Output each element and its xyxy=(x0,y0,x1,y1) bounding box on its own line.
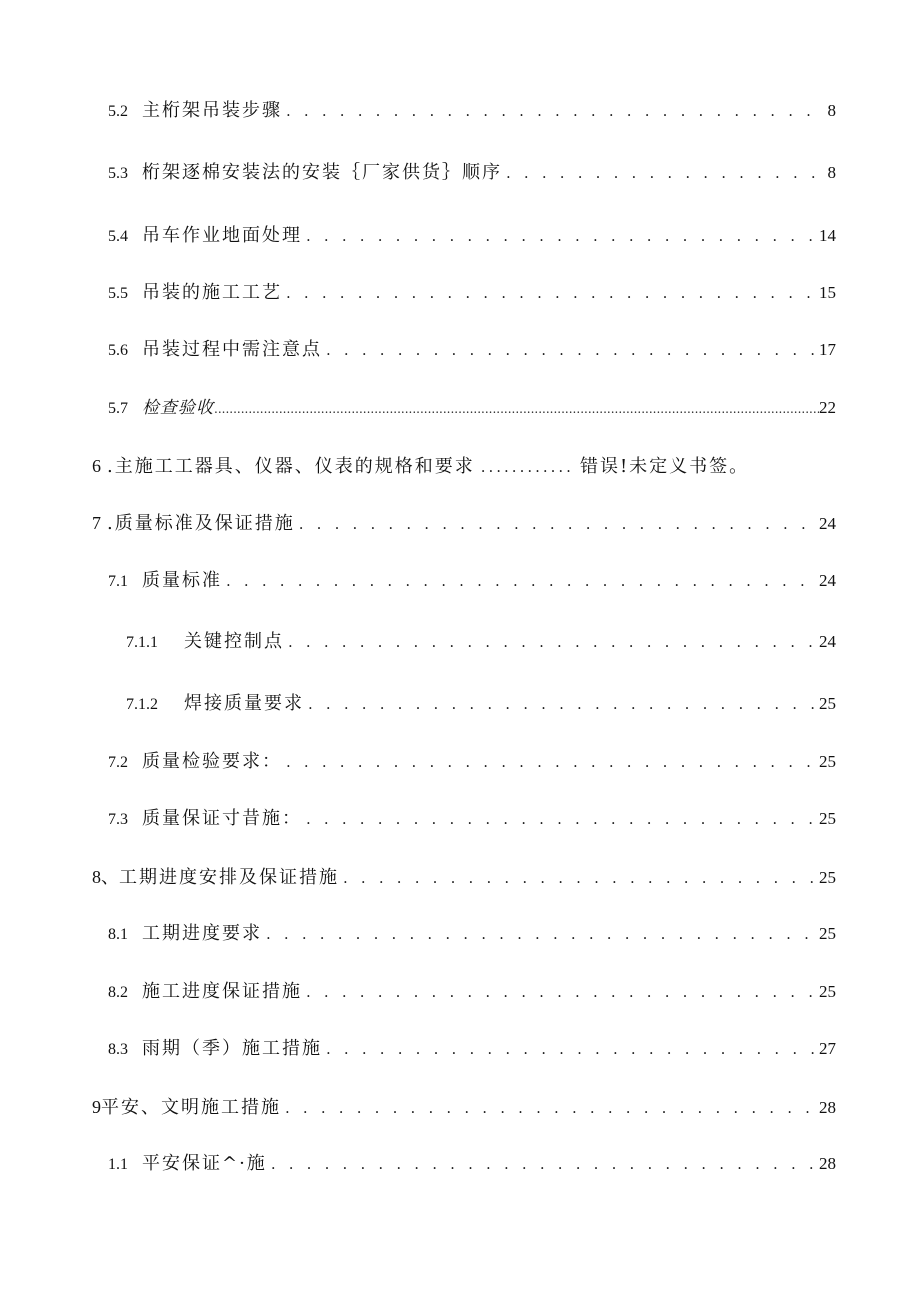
toc-leader xyxy=(285,1094,815,1122)
toc-leader xyxy=(481,453,574,481)
toc-page-number: 14 xyxy=(819,226,836,245)
toc-entry-8-3[interactable] xyxy=(108,1035,836,1063)
toc-title: 质量保证寸昔施： xyxy=(142,808,302,829)
toc-title: 吊装过程中需注意点 xyxy=(142,339,322,360)
toc-leader xyxy=(326,1035,815,1063)
toc-entry-5-6[interactable] xyxy=(108,336,836,364)
toc-leader xyxy=(271,1150,815,1178)
toc-page-number: 25 xyxy=(819,924,836,943)
toc-title: 平安、文明施工措施 xyxy=(101,1097,281,1118)
toc-number: 8.1 xyxy=(108,926,128,943)
toc-number: 5.7 xyxy=(108,400,128,417)
toc-entry-7[interactable] xyxy=(92,509,836,537)
toc-leader xyxy=(299,510,815,538)
toc-number: 7.2 xyxy=(108,754,128,771)
toc-page-number: 错误!未定义书签。 xyxy=(579,456,750,477)
toc-number: 7.1.1 xyxy=(126,634,158,651)
toc-entry-7-1[interactable] xyxy=(108,567,836,595)
toc-leader xyxy=(286,97,824,125)
toc-leader xyxy=(343,864,815,892)
toc-page-number: 8 xyxy=(827,101,836,120)
toc-page-number: 28 xyxy=(819,1098,836,1117)
toc-number: 1.1 xyxy=(108,1156,128,1173)
toc-number: 7.1 xyxy=(108,573,128,590)
toc-leader xyxy=(266,920,815,948)
toc-number: 8、 xyxy=(92,867,119,887)
toc-number: 6 xyxy=(92,456,101,476)
toc-page-number: 25 xyxy=(819,809,836,828)
toc-number: 5.4 xyxy=(108,228,128,245)
toc-entry-6[interactable] xyxy=(92,452,840,480)
toc-entry-8-2[interactable] xyxy=(108,978,836,1006)
toc-page-number: 24 xyxy=(819,514,836,533)
toc-leader xyxy=(226,567,815,595)
toc-leader xyxy=(326,336,815,364)
toc-page-number: 22 xyxy=(819,398,836,417)
toc-number: 5.6 xyxy=(108,342,128,359)
toc-title: 施工进度保证措施 xyxy=(142,981,302,1002)
toc-leader xyxy=(214,395,819,423)
toc-leader xyxy=(306,222,815,250)
toc-title: .主施工工器具、仪器、仪表的规格和要求 xyxy=(107,456,475,477)
toc-page-number: 25 xyxy=(819,694,836,713)
toc-number: 9 xyxy=(92,1097,101,1117)
toc-entry-1-1[interactable] xyxy=(108,1150,836,1178)
toc-leader xyxy=(306,978,815,1006)
toc-title: 关键控制点 xyxy=(184,631,284,652)
toc-number: 5.5 xyxy=(108,285,128,302)
toc-leader xyxy=(286,279,815,307)
toc-page-number: 24 xyxy=(819,632,836,651)
toc-title: 检查验收 xyxy=(142,398,214,418)
toc-title: 焊接质量要求 xyxy=(184,693,304,714)
toc-number: 7.3 xyxy=(108,811,128,828)
toc-number: 7 xyxy=(92,513,101,533)
toc-page-number: 28 xyxy=(819,1154,836,1173)
toc-entry-8[interactable] xyxy=(92,863,836,891)
toc-entry-5-5[interactable] xyxy=(108,279,836,307)
toc-entry-5-3[interactable] xyxy=(108,159,836,187)
toc-page-number: 27 xyxy=(819,1039,836,1058)
toc-leader xyxy=(288,628,815,656)
toc-entry-9[interactable] xyxy=(92,1093,836,1121)
toc-entry-5-7[interactable] xyxy=(108,394,836,422)
toc-leader xyxy=(286,748,815,776)
toc-title: 质量标准 xyxy=(142,570,222,591)
toc-title: .质量标准及保证措施 xyxy=(107,513,295,534)
toc-number: 8.3 xyxy=(108,1041,128,1058)
toc-number: 8.2 xyxy=(108,984,128,1001)
toc-entry-7-3[interactable] xyxy=(108,805,836,833)
toc-entry-7-1-1[interactable] xyxy=(126,628,836,656)
toc-title: 吊装的施工工艺 xyxy=(142,282,282,303)
toc-title: 工期进度要求 xyxy=(142,923,262,944)
toc-title: 工期进度安排及保证措施 xyxy=(119,867,339,888)
toc-entry-7-1-2[interactable] xyxy=(126,690,836,718)
toc-title: 雨期（季）施工措施 xyxy=(142,1038,322,1059)
toc-title: 主桁架吊装步骤 xyxy=(142,100,282,121)
toc-number: 5.2 xyxy=(108,103,128,120)
toc-entry-8-1[interactable] xyxy=(108,920,836,948)
toc-entry-5-4[interactable] xyxy=(108,222,836,250)
toc-entry-5-2[interactable] xyxy=(108,97,836,125)
toc-page-number: 15 xyxy=(819,283,836,302)
toc-page-number: 25 xyxy=(819,982,836,1001)
toc-leader xyxy=(308,690,815,718)
toc-title: 平安保证^·施 xyxy=(142,1153,267,1174)
toc-leader xyxy=(506,159,824,187)
toc-title: 桁架逐棉安装法的安装｛厂家供货｝顺序 xyxy=(142,162,502,183)
toc-number: 7.1.2 xyxy=(126,696,158,713)
toc-page-number: 24 xyxy=(819,571,836,590)
toc-title: 质量检验要求： xyxy=(142,751,282,772)
toc-leader xyxy=(306,805,815,833)
toc-number: 5.3 xyxy=(108,165,128,182)
toc-page-number: 8 xyxy=(827,163,836,182)
toc-page-number: 17 xyxy=(819,340,836,359)
toc-title: 吊车作业地面处理 xyxy=(142,225,302,246)
toc-page-number: 25 xyxy=(819,752,836,771)
toc-page-number: 25 xyxy=(819,868,836,887)
toc-entry-7-2[interactable] xyxy=(108,748,836,776)
